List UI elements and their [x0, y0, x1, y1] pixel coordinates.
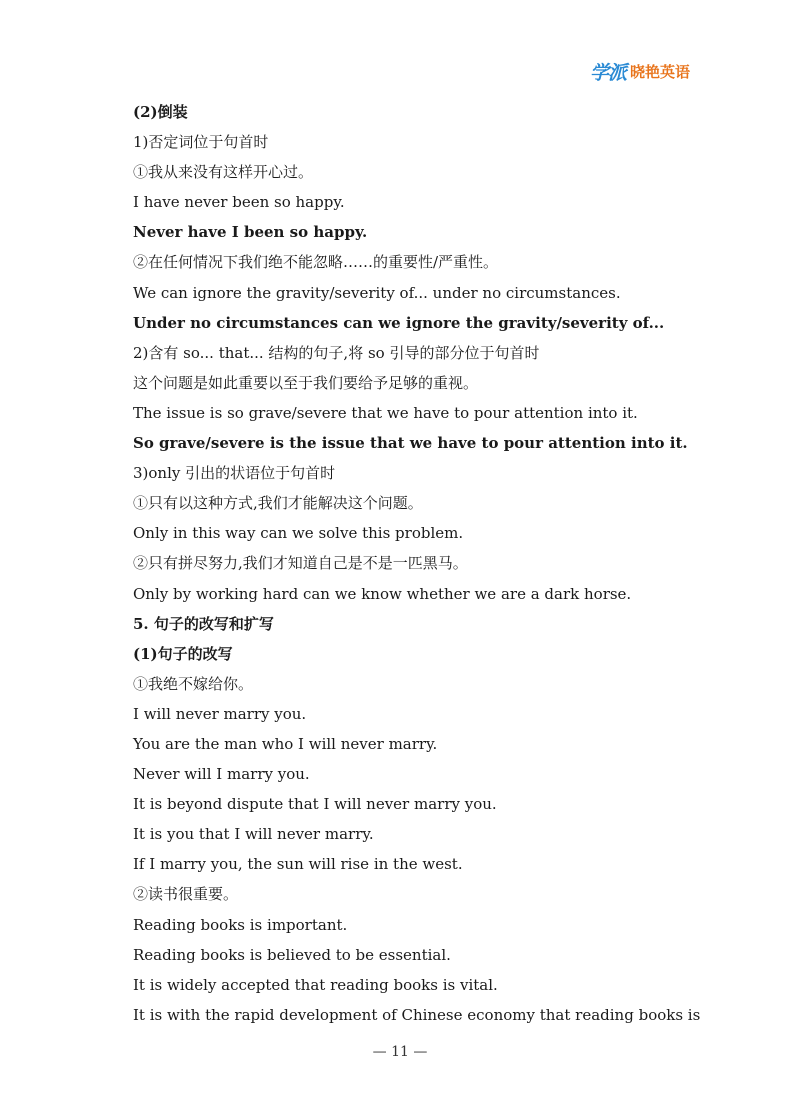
- text-line: ②只有拼尽努力,我们才知道自己是不是一匹黑马。: [133, 554, 468, 573]
- text-line: ①我绝不嫁给你。: [133, 674, 254, 693]
- text-line: You are the man who I will never marry.: [133, 734, 438, 753]
- text-line: I will never marry you.: [133, 704, 307, 723]
- text-line: 2)含有 so... that... 结构的句子,将 so 引导的部分位于句首时: [133, 343, 540, 362]
- text-line: ①我从来没有这样开心过。: [133, 163, 314, 182]
- text-line: 1)否定词位于句首时: [133, 133, 269, 152]
- text-line: Only in this way can we solve this problem.: [133, 524, 464, 543]
- text-line: Only by working hard can we know whether we are a dark horse.: [133, 584, 632, 603]
- text-line: If I marry you, the sun will rise in the west.: [133, 855, 463, 874]
- text-line: It is widely accepted that reading books is vital.: [133, 975, 498, 994]
- text-line: So grave/severe is the issue that we have to pour attention into it.: [133, 434, 688, 453]
- text-line: ②在任何情况下我们绝不能忽略……的重要性/严重性。: [133, 253, 499, 272]
- text-line: 这个问题是如此重要以至于我们要给予足够的重视。: [133, 373, 479, 392]
- text-line: Never have I been so happy.: [133, 223, 368, 242]
- page-number: — 11 —: [372, 1044, 428, 1060]
- text-line: Reading books is believed to be essential.: [133, 945, 451, 964]
- text-line: Reading books is important.: [133, 915, 348, 934]
- text-line: Never will I marry you.: [133, 765, 310, 784]
- text-line: It is with the rapid development of Chinese economy that reading books is: [133, 1005, 701, 1024]
- text-line: The issue is so grave/severe that we have to pour attention into it.: [133, 403, 638, 422]
- text-line: (1)句子的改写: [133, 644, 233, 663]
- brand-logo: [590, 58, 690, 85]
- text-line: ②读书很重要。: [133, 885, 239, 904]
- text-line: I have never been so happy.: [133, 193, 345, 212]
- text-line: It is you that I will never marry.: [133, 825, 374, 844]
- text-line: 3)only 引出的状语位于句首时: [133, 464, 336, 483]
- text-line: (2)倒装: [133, 103, 188, 121]
- text-line: We can ignore the gravity/severity of... under no circumstances.: [133, 283, 621, 302]
- document-body: [133, 97, 733, 1030]
- text-line: ①只有以这种方式,我们才能解决这个问题。: [133, 494, 423, 513]
- text-line: It is beyond dispute that I will never marry you.: [133, 795, 497, 814]
- text-line: Under no circumstances can we ignore the gravity/severity of...: [133, 313, 665, 332]
- text-line: 5. 句子的改写和扩写: [133, 614, 274, 633]
- logo-text: 晓艳英语: [630, 63, 691, 81]
- logo-mark: 学派: [590, 62, 627, 84]
